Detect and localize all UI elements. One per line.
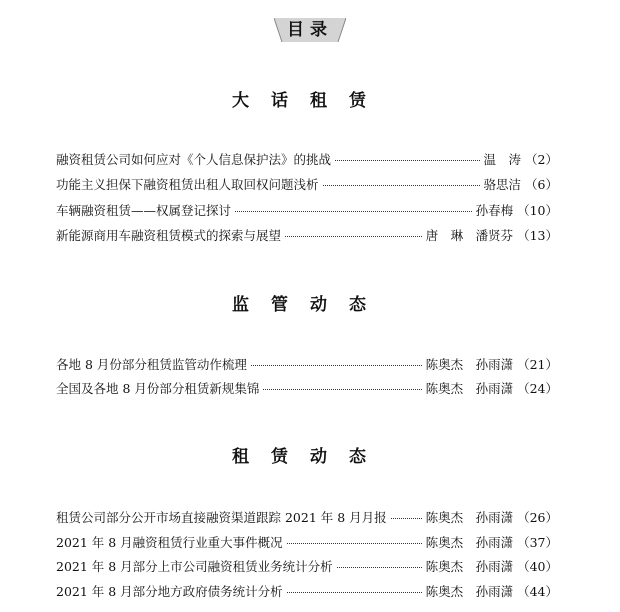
- toc-entry-page: （6）: [525, 177, 558, 192]
- toc-heading-tab: [274, 18, 346, 42]
- toc-entry-author: 陈奥杰 孙雨潇: [425, 584, 514, 599]
- toc-entry-page: （44）: [517, 584, 558, 599]
- section-title-zulin-dongtai: 租赁动态: [232, 447, 388, 467]
- toc-entry-title: 2021 年 8 月部分地方政府债务统计分析: [56, 584, 283, 599]
- toc-entry-author: 唐 琳 潘贤芬: [425, 228, 514, 243]
- toc-entry-page: （13）: [517, 228, 558, 243]
- toc-entry[interactable]: [56, 379, 558, 399]
- toc-entry-page: （21）: [517, 357, 558, 372]
- toc-entry-page: （40）: [517, 559, 558, 574]
- toc-entry-author: 骆思洁: [483, 177, 522, 192]
- leader-dots: [251, 365, 422, 366]
- toc-entry-page: （10）: [517, 203, 558, 218]
- toc-entry-page: （37）: [517, 535, 558, 550]
- toc-entry-title: 功能主义担保下融资租赁出租人取回权问题浅析: [56, 177, 319, 192]
- section-title-jianguan-dongtai: 监管动态: [232, 295, 388, 315]
- leader-dots: [263, 389, 421, 390]
- leader-dots: [323, 185, 480, 186]
- page-title: 目录: [287, 20, 333, 40]
- toc-entry[interactable]: [56, 533, 558, 553]
- leader-dots: [285, 236, 422, 237]
- toc-entry-author: 温 涛: [483, 152, 522, 167]
- toc-entry-title: 新能源商用车融资租赁模式的探索与展望: [56, 228, 282, 243]
- toc-entry-author: 陈奥杰 孙雨潇: [425, 357, 514, 372]
- toc-entry-title: 2021 年 8 月部分上市公司融资租赁业务统计分析: [56, 559, 333, 574]
- toc-entry-title: 车辆融资租赁——权属登记探讨: [56, 203, 232, 218]
- toc-entry-title: 各地 8 月份部分租赁监管动作梳理: [56, 357, 247, 372]
- toc-entry[interactable]: [56, 508, 558, 528]
- toc-entry-page: （26）: [517, 510, 558, 525]
- toc-entry[interactable]: [56, 355, 558, 375]
- toc-entry[interactable]: [56, 175, 558, 195]
- leader-dots: [235, 211, 472, 212]
- toc-entry-author: 孙春梅: [475, 203, 514, 218]
- toc-entry-author: 陈奥杰 孙雨潇: [425, 510, 514, 525]
- leader-dots: [287, 592, 422, 593]
- toc-entry-author: 陈奥杰 孙雨潇: [425, 535, 514, 550]
- toc-entry-page: （2）: [525, 152, 558, 167]
- leader-dots: [391, 518, 422, 519]
- toc-entry[interactable]: [56, 557, 558, 577]
- leader-dots: [335, 160, 480, 161]
- section-title-dahua-zulin: 大话租赁: [232, 91, 388, 111]
- toc-entry-title: 租赁公司部分公开市场直接融资渠道跟踪 2021 年 8 月月报: [56, 510, 387, 525]
- toc-entry-author: 陈奥杰 孙雨潇: [425, 381, 514, 396]
- toc-entry-page: （24）: [517, 381, 558, 396]
- toc-entry-title: 全国及各地 8 月份部分租赁新规集锦: [56, 381, 260, 396]
- toc-entry-author: 陈奥杰 孙雨潇: [425, 559, 514, 574]
- leader-dots: [337, 567, 422, 568]
- toc-entry[interactable]: [56, 582, 558, 602]
- toc-entry[interactable]: [56, 150, 558, 170]
- toc-entry-title: 融资租赁公司如何应对《个人信息保护法》的挑战: [56, 152, 332, 167]
- leader-dots: [287, 543, 422, 544]
- toc-entry[interactable]: [56, 226, 558, 246]
- toc-entry[interactable]: [56, 201, 558, 221]
- toc-entry-title: 2021 年 8 月融资租赁行业重大事件概况: [56, 535, 283, 550]
